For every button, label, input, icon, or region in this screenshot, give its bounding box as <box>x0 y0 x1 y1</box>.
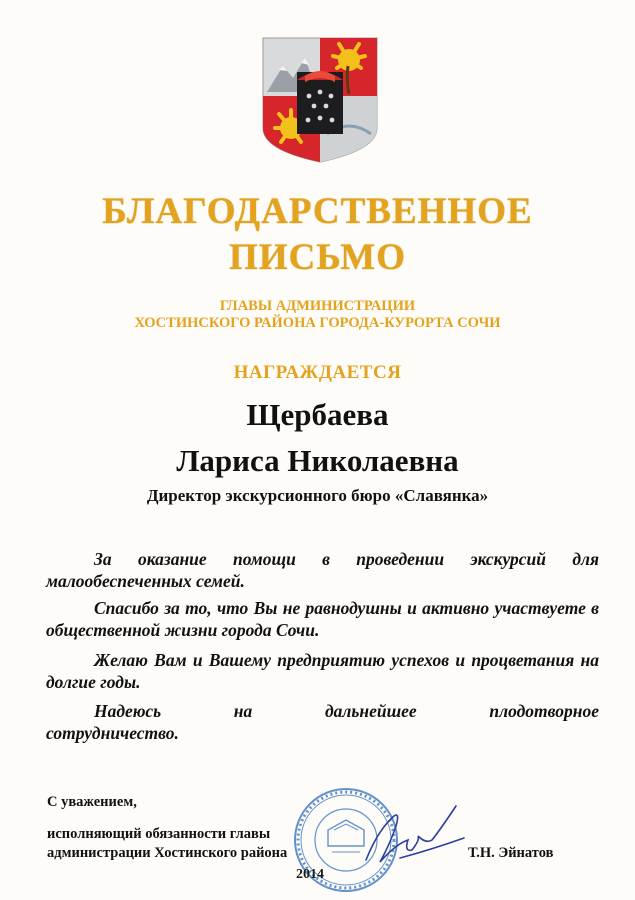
body-paragraph-3-text: Желаю Вам и Вашему предприятию успехов и процветания на долгие годы. <box>46 650 599 692</box>
body-word: Надеюсь <box>94 701 162 721</box>
body-paragraph-2 <box>46 597 599 641</box>
body-paragraph-1 <box>46 548 599 592</box>
closing-phrase: С уважением, <box>47 794 137 810</box>
sochi-coat-of-arms-icon <box>261 36 379 164</box>
recipient-surname: Щербаева <box>246 397 389 432</box>
issuer-line1: ГЛАВЫ АДМИНИСТРАЦИИ <box>219 298 416 314</box>
signer-name: Т.Н. Эйнатов <box>468 845 554 861</box>
handwritten-signature-icon <box>360 800 470 872</box>
body-word: плодотворное <box>489 701 599 721</box>
awarded-label: НАГРАЖДАЕТСЯ <box>233 362 402 383</box>
signer-role-line1: исполняющий обязанности главы <box>47 826 271 842</box>
body-word: на <box>233 701 253 721</box>
issuer-line2: ХОСТИНСКОГО РАЙОНА ГОРОДА-КУРОРТА СОЧИ <box>134 315 501 331</box>
body-word: дальнейшее <box>324 701 417 721</box>
letter-title-line2: ПИСЬМО <box>229 237 406 278</box>
recipient-position: Директор экскурсионного бюро «Славянка» <box>146 486 489 505</box>
body-paragraph-4 <box>46 700 599 744</box>
body-paragraph-3 <box>46 649 599 693</box>
year-label: 2014 <box>296 867 324 882</box>
letter-title-line1: БЛАГОДАРСТВЕННОЕ <box>102 191 533 232</box>
recipient-given-names: Лариса Николаевна <box>176 443 459 478</box>
body-paragraph-2-text: Спасибо за то, что Вы не равнодушны и активно участвуете в общественной жизни города Сочи. <box>46 598 599 640</box>
body-paragraph-4-line1 <box>46 700 599 722</box>
body-paragraph-1-text: За оказание помощи в проведении экскурсий для малообеспеченных семей. <box>46 549 599 591</box>
body-paragraph-4-line2: сотрудничество. <box>46 723 179 743</box>
signer-role-line2: администрации Хостинского района <box>47 845 288 861</box>
